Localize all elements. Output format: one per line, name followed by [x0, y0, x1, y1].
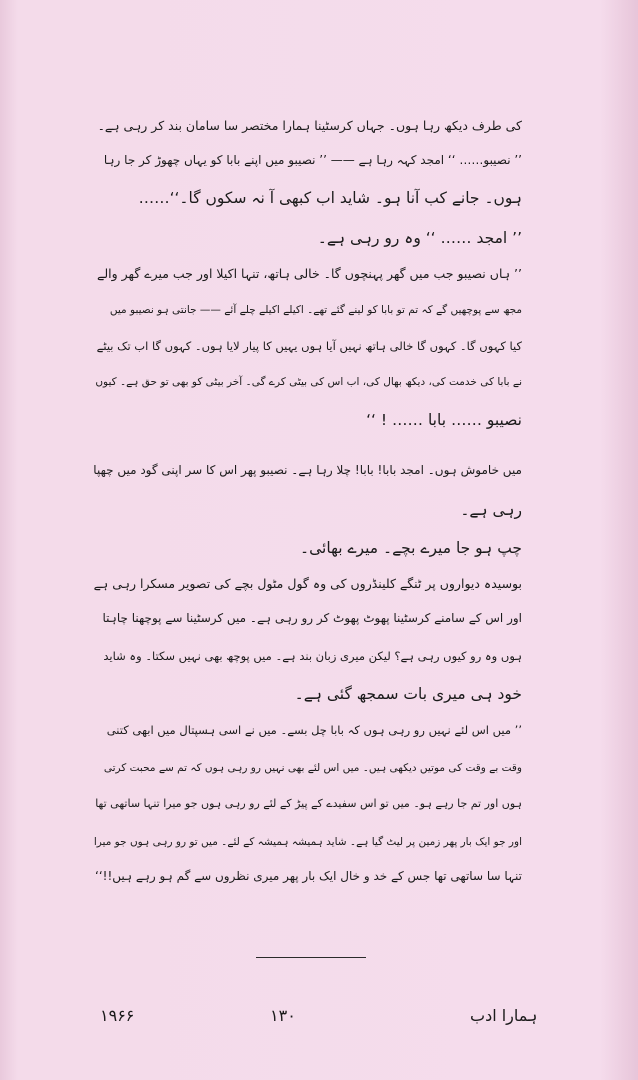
text-line: رہی ہے۔ [460, 501, 522, 519]
text-line: کیا کہوں گا۔ کہوں گا خالی ہاتھ نہیں آیا ہوں یہیں کا پیار لایا ہوں۔ کہوں گا اب تک بیٹے [96, 339, 522, 353]
text-line: ’’ نصیبو…… ‘‘ امجد کہہ رہا ہے —— ’’ نصیبو میں اپنے بابا کو یہاں چھوڑ کر جا رہا [103, 153, 522, 167]
magazine-name: ہمارا ادب [470, 1006, 538, 1025]
text-line: ہوں۔ جانے کب آنا ہو۔ شاید اب کبھی آ نہ سکوں گا۔‘‘…… [138, 189, 522, 207]
text-line: ’’ ہاں نصیبو جب میں گھر پہنچوں گا۔ خالی ہاتھ، تنہا اکیلا اور جب میرے گھر والے [97, 266, 522, 281]
section-divider [256, 957, 366, 958]
text-line: اور جو ایک بار پھر زمین پر لیٹ گیا ہے۔ شاید ہمیشہ ہمیشہ کے لئے۔ میں تو رو رہی ہوں جو میرا [93, 836, 522, 848]
text-line: چپ ہو جا میرے بچے۔ میرے بھائی۔ [300, 539, 522, 557]
text-line: خود ہی میری بات سمجھ گئی ہے۔ [294, 685, 522, 703]
text-line: مجھ سے پوچھیں گے کہ تم تو بابا کو لینے گئے تھے۔ اکیلے اکیلے چلے آئے —— جانتی ہو نصیبو میں [109, 304, 522, 316]
text-line: ’’ امجد …… ‘‘ وہ رو رہی ہے۔ [317, 229, 522, 247]
text-line: میں خاموش ہوں۔ امجد بابا! بابا! چلا رہا ہے۔ نصیبو پھر اس کا سر اپنی گود میں چھپا [93, 463, 522, 477]
footer-year: ۱۹۶۶ [100, 1006, 135, 1025]
text-line: ہوں اور تم جا رہے ہو۔ میں تو اس سفیدے کے پیڑ کے لئے رو رہی ہوں جو میرا تنہا ساتھی تھا [95, 797, 522, 810]
text-line: تنہا سا ساتھی تھا جس کے خد و خال ایک بار پھر میری نظروں سے گم ہو رہے ہیں!!‘‘ [95, 869, 522, 883]
text-line: نصیبو …… بابا …… ! ‘‘ [366, 411, 522, 429]
page-number: ۱۳۰ [270, 1006, 296, 1025]
text-line: ’’ میں اس لئے نہیں رو رہی ہوں کہ بابا چل بسے۔ میں نے اسی ہسپتال میں ابھی کتنی [106, 723, 522, 737]
text-line: ہوں وہ رو کیوں رہی ہے؟ لیکن میری زبان بند ہے۔ میں پوچھ بھی نہیں سکتا۔ وہ شاید [103, 649, 522, 663]
text-line: بوسیدہ دیواروں پر ٹنگے کلینڈروں کی وہ گول مٹول بچے کی تصویر مسکرا رہی ہے [93, 576, 522, 591]
text-line: کی طرف دیکھ رہا ہوں۔ جہاں کرسٹینا ہمارا مختصر سا سامان بند کر رہی ہے۔ [97, 118, 522, 133]
text-line: اور اس کے سامنے کرسٹینا پھوٹ پھوٹ کر رو رہی ہے۔ میں کرسٹینا سے پوچھنا چاہتا [102, 611, 522, 625]
text-line: نے بابا کی خدمت کی، دیکھ بھال کی، اب اس کی بیٹی کرے گی۔ آخر بیٹی کو بھی تو حق ہے۔ کیوں [95, 376, 522, 388]
text-line: وقت بے وقت کی موتیں دیکھی ہیں۔ میں اس لئے بھی نہیں رو رہی ہوں کہ تم سے محبت کرتی [103, 762, 522, 774]
